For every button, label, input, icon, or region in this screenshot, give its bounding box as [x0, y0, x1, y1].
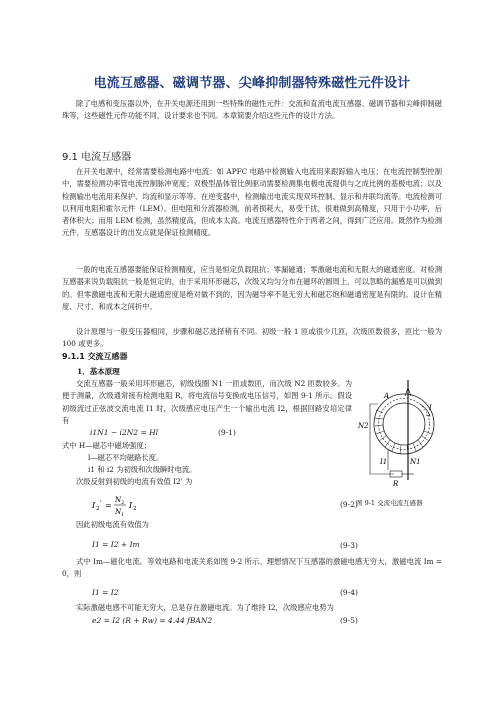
svg-text:I: I — [129, 501, 133, 510]
equation-9-3: I1 = I2 + Im — [92, 540, 140, 549]
figure-label-r: R — [393, 480, 399, 488]
figure-label-n2: N2 — [358, 422, 369, 430]
equation-9-2-number: (9-2) — [340, 500, 358, 509]
figure-label-n1: N1 — [410, 458, 421, 466]
figure-9-1-caption: 图 9-1 交流电流互感器 — [356, 499, 423, 507]
equation-9-3-number: (9-3) — [340, 541, 358, 550]
svg-text:': ' — [100, 500, 102, 507]
svg-text:1: 1 — [121, 512, 125, 517]
reflected-current-text: 次级反射到初级的电流有效值 I2' 为 — [76, 477, 193, 486]
where-line-1: 式中 H—磁芯中磁场强度； — [62, 441, 151, 450]
intro-paragraph: 除了电感和变压器以外，在开关电源还用到一些特殊的磁性元件：交流和直流电流互感器、磁调节器和尖峰抑制磁珠等，这些磁性元件功能不同，设计要求也不同。本章简要介绍这些元件的设计方法。 — [62, 99, 442, 121]
equation-9-4: I1 = I2 — [92, 588, 119, 597]
svg-text:2: 2 — [121, 500, 125, 506]
equation-9-1: i1N1 − i2N2 = Hl — [90, 428, 159, 437]
section-9-1-para-3: 设计原理与一般变压器相同，步骤和磁芯选择稍有不同。初级一般 1 匝或很少几匝，次级匝数很多，匝比一般为 100 或更多。 — [62, 327, 442, 349]
section-9-1-para-2: 一般的电流互感器要能保证检测精度，应当是恒定负载阻抗；零漏磁通；零激磁电流和无限大的磁通密度。对检测互感器来说负载阻抗一般是恒定的，由于采用环形磁芯，次级又均匀分布在磁环的圆周上，可以忽略的漏感是可以做到的。但零激磁电流和无限大磁通密度是绝对做不到的，因为磁导率不是无穷大和磁芯饱和磁通密度是有限的。设计在精度、尺寸、和成本之间折中。 — [62, 265, 442, 311]
where-line-3: i1 和 i2 为初级和次级瞬时电流。 — [88, 465, 197, 474]
svg-text:N: N — [115, 496, 122, 504]
primary-current-text: 因此初级电流有效值为 — [76, 520, 149, 529]
page-title: 电流互感器、磁调节器、尖峰抑制器特殊磁性元件设计 — [93, 76, 411, 91]
section-9-1-para-1: 在开关电源中，经常需要检测电路中电流：如 APFC 电路中检测输入电流用来跟踪输入电压；在电流控制型控制中，需要检测功率管电流控制脉冲宽度；双极型晶体管比例驱动需要检测集电极电流提供与之成比例的基极电流；以及检测输出电流用来保护、均流和显示等等。在逆变器中，检测输出电流实现双环控制、显示和并联均流等。电流检测可以利用电阻和霍尔元件（LEM）。但电阻和分流器检测，前者损耗大，易受干扰，很难做到高精度，只用于小功率，后者体积大；而用 LEM 检测，虽然精度高，但成本太高。电流互感器特性介于两者之间，得到广泛应用。既然作为检测元件，互感器设计的出发点就是保证检测精度。 — [62, 167, 442, 238]
magnetizing-current-text: 式中 Im—磁化电流。等效电路和电流关系如图 9-2 所示。理想情况下互感器的激磁电感无穷大，激磁电流 Im = 0，则 — [62, 557, 442, 579]
induced-emf-text: 实际激磁电感不可能无穷大，总是存在激磁电流。为了维持 I2，次级感应电势为 — [76, 603, 334, 612]
principle-paragraph: 交流互感器一般采用环形磁芯，初级线圈 N1 一匝或数匝，而次级 N2 匝数较多。为便于测量，次级通常接有检测电阻 R，将电流信号变换成电压信号，如图 9-1 所示。假设初级流过正弦波交流电流 I1 时，次级感应电压产生一个输出电流 I2，根据回路安培定律有 — [62, 379, 352, 425]
svg-text:=: = — [105, 501, 112, 510]
equation-9-5-number: (9-5) — [340, 616, 358, 625]
section-9-1-heading: 9.1 电流互感器 — [62, 152, 132, 163]
figure-label-i: I — [429, 404, 432, 412]
svg-text:N: N — [115, 508, 122, 516]
figure-label-a: A — [384, 392, 390, 400]
sub-heading-principle: 1．基本原理 — [77, 367, 120, 376]
svg-text:2: 2 — [133, 506, 137, 512]
section-9-1-1-heading: 9.1.1 交流互感器 — [62, 352, 128, 361]
equation-9-1-number: (9-1) — [218, 428, 236, 437]
where-line-2: l—磁芯平均磁路长度。 — [88, 453, 164, 462]
equation-9-4-number: (9-4) — [340, 588, 358, 597]
figure-label-i1: I1 — [380, 458, 388, 466]
equation-9-2 — [92, 493, 172, 517]
svg-text:I: I — [92, 501, 96, 510]
equation-9-5: e2 = I2 (R + Rw) = 4.44 fBAN2 — [92, 616, 213, 625]
figure-9-1-current-transformer — [356, 380, 446, 488]
svg-text:2: 2 — [96, 506, 100, 512]
